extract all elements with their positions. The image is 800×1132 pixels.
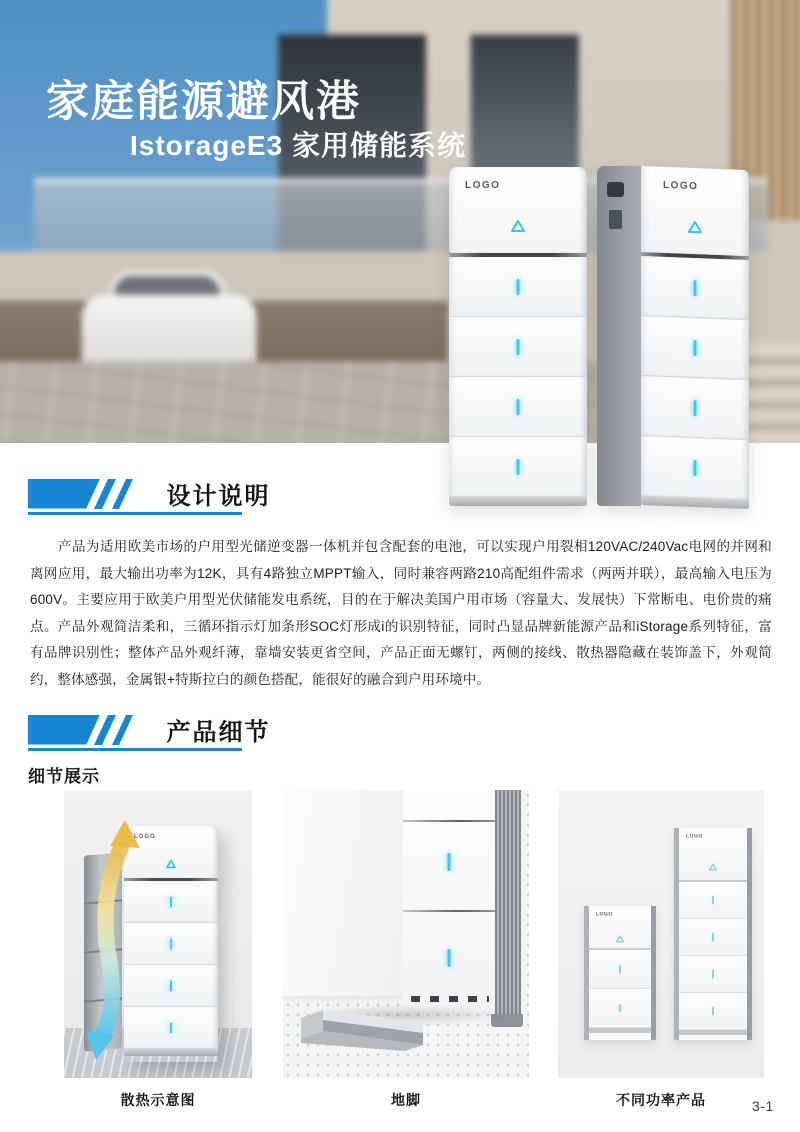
brand-triangle-icon (616, 930, 625, 948)
led-indicator (694, 280, 697, 296)
led-indicator (170, 980, 172, 991)
battery-module (679, 882, 747, 919)
caption-heat-dissipation: 散热示意图 (120, 1092, 196, 1108)
hero-title: 家庭能源避风港 (46, 78, 361, 126)
mini-tower-body (589, 906, 651, 1040)
page-number: 3-1 (752, 1098, 774, 1114)
badge-block-shape (28, 479, 100, 509)
battery-module (449, 257, 587, 317)
led-indicator (694, 460, 697, 476)
brand-triangle-icon (510, 219, 526, 238)
section-underline (28, 748, 242, 751)
battery-module (589, 950, 651, 989)
badge-block-shape (28, 715, 100, 745)
brand-triangle-icon (166, 856, 177, 874)
badge-slash-icon (112, 715, 133, 745)
led-indicator (448, 949, 451, 967)
product-left-panel (283, 790, 403, 996)
detail-image-power-variants (558, 790, 764, 1078)
brand-logo-text: LOGO (686, 834, 703, 840)
foot-bracket (293, 1002, 453, 1054)
section-badge-icon (28, 715, 136, 745)
airflow-arrow-icon (72, 818, 162, 1062)
section-title: 设计说明 (166, 483, 271, 510)
module-seam (403, 910, 495, 912)
led-indicator (448, 853, 451, 871)
brand-logo-text: LOGO (465, 180, 501, 191)
section-title: 产品细节 (166, 719, 271, 746)
module-seam (403, 820, 495, 822)
led-indicator (619, 1004, 621, 1013)
led-indicator (694, 340, 697, 356)
section-header-details (28, 712, 270, 754)
tower-base (679, 1030, 747, 1035)
tower-side-panel (597, 166, 641, 506)
led-indicator (517, 399, 520, 415)
brand-triangle-icon (709, 858, 718, 876)
section-underline (28, 512, 242, 515)
led-indicator (170, 896, 172, 907)
brand-logo-text: LOGO (134, 834, 156, 840)
caption-foot-bracket: 地脚 (391, 1092, 421, 1108)
led-indicator (712, 896, 714, 905)
led-indicator (712, 970, 714, 979)
product-render-short (584, 906, 656, 1040)
led-indicator (517, 339, 520, 355)
hero-subtitle: IstorageE3 家用储能系统 (130, 130, 466, 161)
inverter-unit (589, 906, 651, 950)
brand-logo-text: LOGO (596, 912, 613, 918)
detail-image-foot-bracket (283, 790, 529, 1078)
battery-module (641, 376, 749, 440)
white-car-windshield (115, 276, 219, 295)
caption-power-variants: 不同功率产品 (616, 1092, 706, 1108)
battery-module (449, 317, 587, 377)
brand-logo-text: LOGO (663, 179, 699, 193)
battery-module (641, 316, 749, 380)
led-indicator (517, 459, 520, 475)
side-port-icon (609, 210, 622, 229)
detail-image-heat-dissipation (64, 790, 252, 1078)
section-badge-icon (28, 479, 136, 509)
battery-module (449, 377, 587, 437)
battery-module (679, 993, 747, 1030)
product-render-tall (674, 828, 752, 1040)
led-indicator (712, 1007, 714, 1016)
side-port-icon (607, 182, 624, 197)
badge-slash-icon (112, 479, 133, 509)
led-indicator (517, 279, 520, 295)
battery-module (449, 437, 587, 497)
heatsink-fins (495, 790, 521, 1014)
design-description-paragraph: 产品为适用欧美市场的户用型光储逆变器一体机并包含配套的电池，可以实现户用裂相120VAC/240Vac电网的并网和离网应用，最大输出功率为12K，具有4路独立MPPT输入，同时兼容两路210高配组件需求（两两并联），最高输入电压为600V。主要应用于欧美户用型光伏储能发电系统，目的在于解决美国户用市场（容量大、发展快）下常断电、电价贵的痛点。产品外观简洁柔和，三循环指示灯加条形SOC灯形成i的识别特征，同时凸显品牌新能源产品和iStorage系列特征，富有品牌识别性；整体产品外观纤薄，靠墙安装更省空间，产品正面无螺钉，两侧的接线、散热器隐藏在装饰盖下，外观简约，整体感强，金属银+特斯拉白的颜色搭配，能很好的融合到户用环境中。 (30, 539, 772, 687)
inverter-unit (641, 166, 749, 256)
led-indicator (619, 965, 621, 974)
details-subheading: 细节展示 (28, 767, 100, 786)
mini-tower-body (679, 828, 747, 1040)
product-front-face (403, 790, 495, 1006)
inverter-unit (679, 828, 747, 882)
led-indicator (170, 938, 172, 949)
tower-front-face (641, 166, 749, 510)
inverter-unit (449, 167, 587, 253)
led-indicator (694, 400, 697, 416)
led-indicator (170, 1022, 172, 1033)
battery-module (641, 256, 749, 320)
brand-triangle-icon (687, 220, 703, 240)
tower-base (449, 497, 587, 506)
battery-module (589, 989, 651, 1028)
house-window-right (471, 35, 579, 181)
led-indicator (712, 933, 714, 942)
tower-base (589, 1028, 651, 1033)
battery-module (679, 919, 747, 956)
battery-module (679, 956, 747, 993)
product-render-front-view (449, 167, 587, 513)
battery-module (641, 436, 749, 500)
white-car-body (82, 295, 257, 372)
product-render-side-view (597, 166, 749, 506)
section-header-design (28, 476, 270, 518)
